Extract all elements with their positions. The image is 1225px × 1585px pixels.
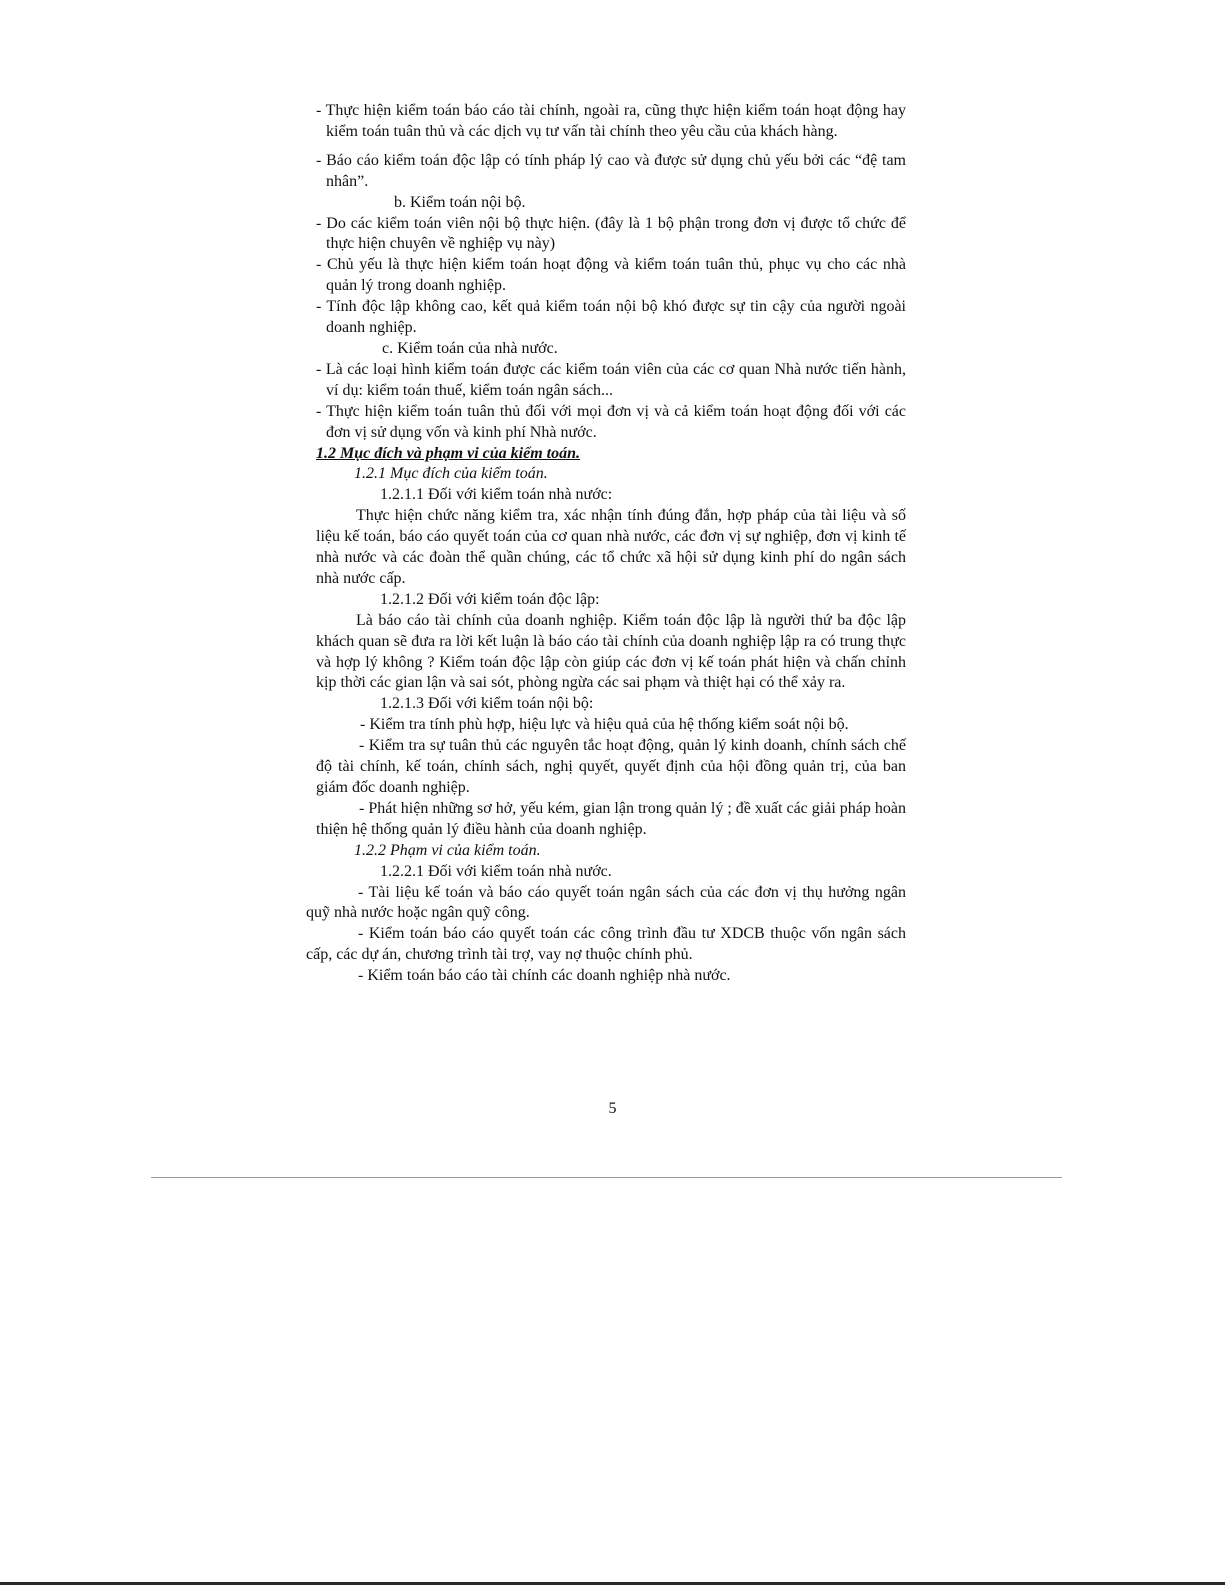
paragraph-detect-weakness: - Phát hiện những sơ hở, yếu kém, gian lận trong quản lý ; đề xuất các giải pháp hoàn thiện hệ thống quản lý điều hành của doanh nghiệp.	[316, 799, 906, 838]
paragraph-state-audit-purpose: Thực hiện chức năng kiểm tra, xác nhận tính đúng đắn, hợp pháp của tài liệu và số liệu kế toán, báo cáo quyết toán của cơ quan nhà nước, các đơn vị sự nghiệp, đơn vị kinh tế nhà nước và các đoàn thể quần chúng, các tổ chức xã hội sử dụng kinh phí do ngân sách nhà nước cấp.	[316, 507, 906, 587]
paragraph-compliance-check: - Kiểm tra sự tuân thủ các nguyên tắc hoạt động, quản lý kinh doanh, chính sách chế độ tài chính, kế toán, chính sách, nghị quyết, quyết định của hội đồng quản trị, của ban giám đốc doanh nghiệp.	[316, 737, 906, 796]
heading-internal-audit-purpose: 1.2.1.3 Đối với kiểm toán nội bộ:	[380, 695, 594, 713]
heading-state-audit-purpose: 1.2.1.1 Đối với kiểm toán nhà nước:	[380, 486, 613, 504]
subheading-internal-audit: b. Kiểm toán nội bộ.	[394, 193, 526, 211]
paragraph-construction-investment: - Kiểm toán báo cáo quyết toán các công trình đầu tư XDCB thuộc vốn ngân sách cấp, các dự án, chương trình tài trợ, vay nợ thuộc chính phủ.	[306, 925, 906, 964]
subheading-state-audit: c. Kiểm toán của nhà nước.	[382, 339, 558, 357]
document-body	[306, 101, 906, 987]
subsection-heading-scope: 1.2.2 Phạm vi của kiểm toán.	[354, 841, 541, 859]
paragraph-independent-audit-purpose: Là báo cáo tài chính của doanh nghiệp. Kiểm toán độc lập là người thứ ba độc lập khách quan sẽ đưa ra lời kết luận là báo cáo tài chính của doanh nghiệp lập ra có trung thực và hợp lý không ? Kiểm toán độc lập còn giúp các đơn vị kế toán phát hiện và chấn chỉnh kịp thời các gian lận và sai sót, phòng ngừa các sai phạm và thiệt hại có thể xảy ra.	[316, 611, 906, 692]
paragraph-state-enterprise: - Kiểm toán báo cáo tài chính các doanh nghiệp nhà nước.	[358, 967, 731, 985]
paragraph-legal-report: - Báo cáo kiểm toán độc lập có tính pháp lý cao và được sử dụng chủ yếu bởi các “đệ tam nhân”.	[316, 151, 906, 190]
subsection-heading-purpose: 1.2.1 Mục đích của kiểm toán.	[354, 465, 548, 483]
paragraph-audit-scope: - Thực hiện kiểm toán báo cáo tài chính, ngoài ra, cũng thực hiện kiểm toán hoạt động hay kiểm toán tuân thủ và các dịch vụ tư vấn tài chính theo yêu cầu của khách hàng.	[316, 102, 906, 140]
page-number: 5	[608, 1100, 617, 1117]
paragraph-control-check: - Kiểm tra tính phù hợp, hiệu lực và hiệu quả của hệ thống kiểm soát nội bộ.	[360, 716, 849, 734]
paragraph-state-audit-types: - Là các loại hình kiểm toán được các kiểm toán viên của các cơ quan Nhà nước tiến hành, ví dụ: kiểm toán thuế, kiểm toán ngân sách...	[316, 360, 906, 399]
heading-independent-audit-purpose: 1.2.1.2 Đối với kiểm toán độc lập:	[380, 590, 600, 608]
paragraph-state-audit-compliance: - Thực hiện kiểm toán tuân thủ đối với mọi đơn vị và cả kiểm toán hoạt động đối với các đơn vị sử dụng vốn và kinh phí Nhà nước.	[316, 402, 906, 441]
page-divider	[151, 1177, 1062, 1178]
paragraph-internal-independence: - Tính độc lập không cao, kết quả kiểm toán nội bộ khó được sự tin cậy của người ngoài doanh nghiệp.	[316, 298, 906, 337]
section-heading-text: 1.2 Mục đích và phạm vi của kiểm toán.	[316, 444, 580, 462]
heading-state-audit-scope: 1.2.2.1 Đối với kiểm toán nhà nước.	[380, 862, 612, 880]
paragraph-budget-documents: - Tài liệu kế toán và báo cáo quyết toán ngân sách của các đơn vị thụ hưởng ngân quỹ nhà nước hoặc ngân quỹ công.	[306, 883, 906, 922]
section-heading	[316, 444, 906, 465]
paragraph-internal-auditors: - Do các kiểm toán viên nội bộ thực hiện. (đây là 1 bộ phận trong đơn vị được tổ chức để thực hiện chuyên về nghiệp vụ này)	[316, 214, 906, 253]
paragraph-internal-focus: - Chủ yếu là thực hiện kiểm toán hoạt động và kiểm toán tuân thủ, phục vụ cho các nhà quản lý trong doanh nghiệp.	[316, 256, 906, 295]
